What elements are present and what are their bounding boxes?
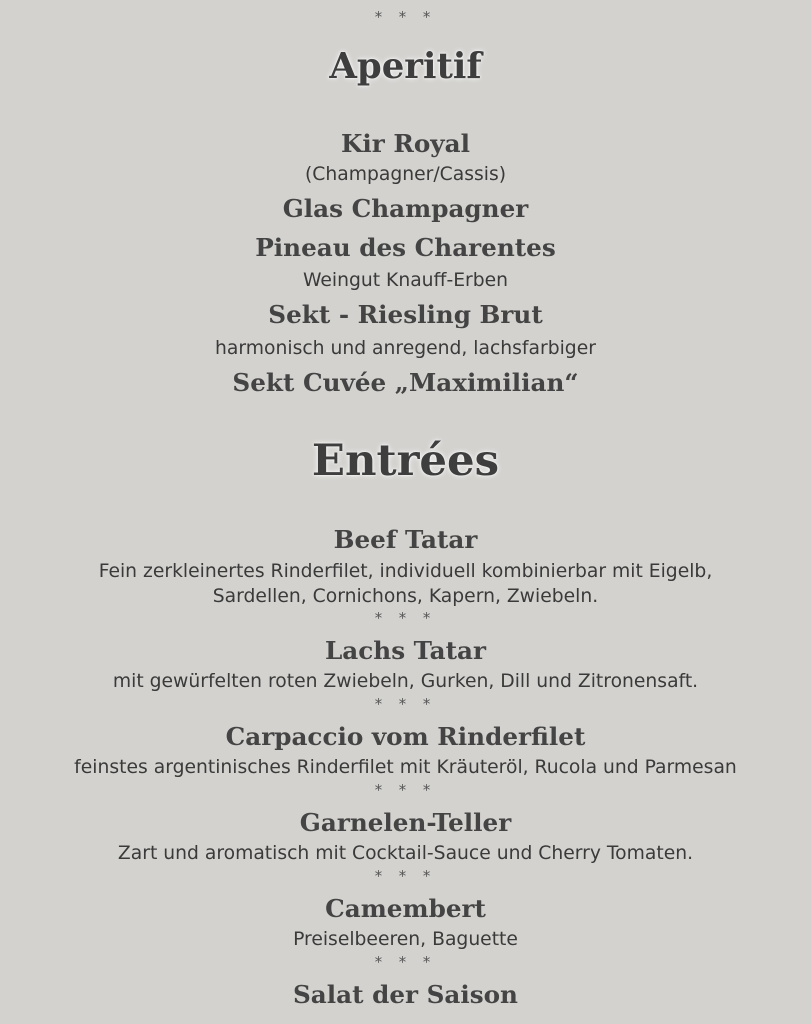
- separator: * * *: [374, 610, 437, 627]
- section-heading-aperitif: Aperitif: [329, 46, 482, 87]
- separator: * * *: [374, 868, 437, 885]
- separator: * * *: [374, 696, 437, 713]
- dish-name-kir-royal: Kir Royal: [341, 129, 470, 158]
- section-heading-entrees: Entrées: [311, 435, 500, 486]
- dish-name-carpaccio: Carpaccio vom Rinderfilet: [225, 722, 586, 751]
- dish-name-sekt-riesling: Sekt - Riesling Brut: [268, 300, 543, 329]
- dish-name-garnelen-teller: Garnelen-Teller: [299, 808, 512, 837]
- dish-desc-carpaccio: feinstes argentinisches Rinderfilet mit Kräuteröl, Rucola und Parmesan: [74, 757, 737, 778]
- dish-desc-sekt-riesling: harmonisch und anregend, lachsfarbiger: [215, 338, 596, 359]
- separator: * * *: [374, 782, 437, 799]
- dish-name-lachs-tatar: Lachs Tatar: [324, 636, 487, 665]
- dish-name-salat-der-saison: Salat der Saison: [292, 980, 518, 1009]
- dish-desc-beef-tatar-line2: Sardellen, Cornichons, Kapern, Zwiebeln.: [212, 586, 599, 607]
- dish-desc-lachs-tatar: mit gewürfelten roten Zwiebeln, Gurken, Dill und Zitronensaft.: [112, 671, 699, 692]
- dish-desc-beef-tatar-line1: Fein zerkleinertes Rinderfilet, individuell kombinierbar mit Eigelb,: [98, 561, 713, 582]
- dish-name-pineau-des-charentes: Pineau des Charentes: [255, 233, 556, 262]
- dish-desc-camembert: Preiselbeeren, Baguette: [293, 929, 518, 950]
- dish-name-glas-champagner: Glas Champagner: [282, 194, 529, 223]
- dish-name-camembert: Camembert: [325, 894, 486, 923]
- separator-top: * * *: [374, 9, 437, 26]
- dish-desc-pineau-des-charentes: Weingut Knauff-Erben: [302, 270, 509, 291]
- separator: * * *: [374, 954, 437, 971]
- dish-name-beef-tatar: Beef Tatar: [333, 525, 478, 554]
- dish-name-sekt-cuvee: Sekt Cuvée „Maximilian“: [232, 368, 579, 397]
- dish-desc-kir-royal: (Champagner/Cassis): [304, 164, 507, 185]
- dish-desc-garnelen-teller: Zart und aromatisch mit Cocktail-Sauce und Cherry Tomaten.: [117, 843, 694, 864]
